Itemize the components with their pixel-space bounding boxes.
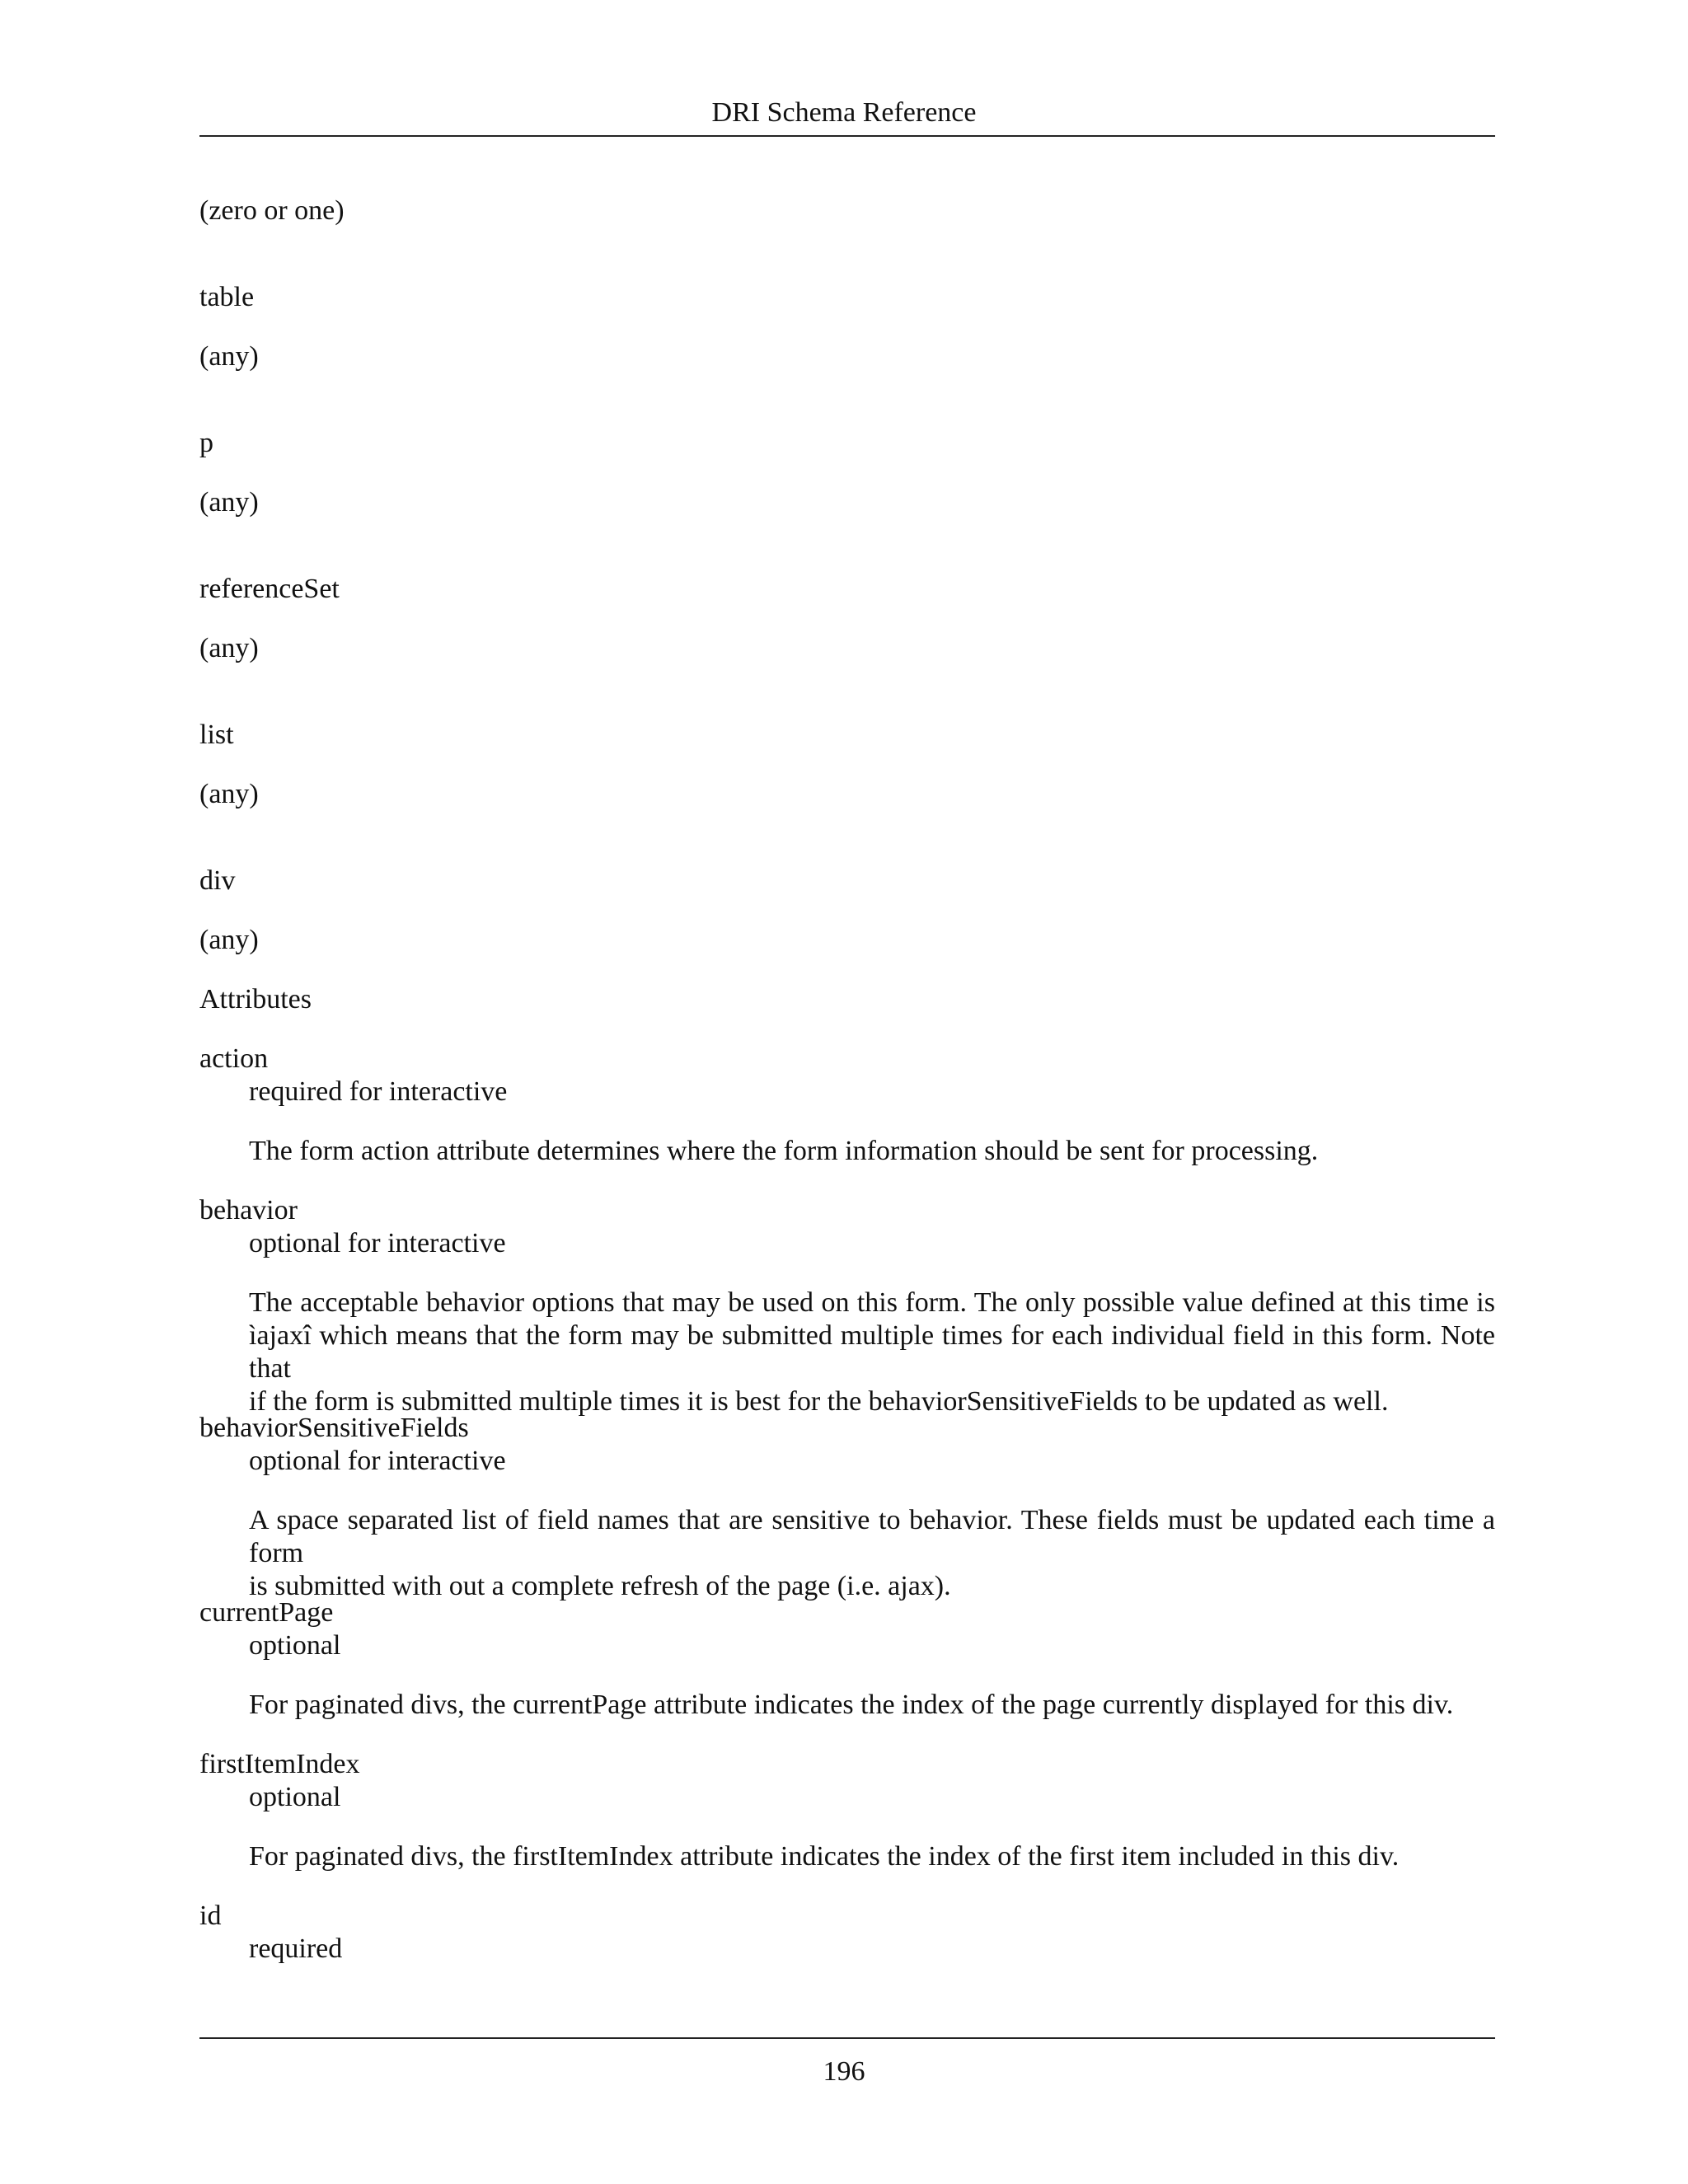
element-list: list	[199, 719, 234, 750]
element-p: p	[199, 428, 213, 458]
attr-currentpage-requirement: optional	[249, 1630, 341, 1661]
attr-behaviorsensitivefields-name: behaviorSensitiveFields	[199, 1413, 469, 1443]
element-div: div	[199, 865, 236, 896]
element-referenceset: referenceSet	[199, 574, 340, 604]
attr-behavior-desc-line1: The acceptable behavior options that may be used on this form. The only possible value defined at this time is	[249, 1287, 1495, 1318]
attr-currentpage-name: currentPage	[199, 1597, 334, 1628]
attr-behaviorsensitivefields-requirement: optional for interactive	[249, 1446, 506, 1476]
occurrence-div: (any)	[199, 925, 259, 955]
header-rule	[199, 135, 1495, 137]
attr-behavior-description	[249, 1286, 1495, 1418]
attr-behavior-desc-line3: if the form is submitted multiple times it is best for the behaviorSensitiveFields to be updated as well.	[249, 1386, 1389, 1417]
footer-rule	[199, 2037, 1495, 2039]
attr-bsf-desc-line2: is submitted with out a complete refresh of the page (i.e. ajax).	[249, 1571, 951, 1601]
occurrence-p: (any)	[199, 487, 259, 518]
occurrence-referenceset: (any)	[199, 633, 259, 663]
attr-id-name: id	[199, 1900, 222, 1931]
attr-action-requirement: required for interactive	[249, 1076, 508, 1107]
attr-behavior-requirement: optional for interactive	[249, 1228, 506, 1258]
attr-bsf-desc-line1: A space separated list of field names that are sensitive to behavior. These fields must be updated each time a form	[249, 1505, 1495, 1568]
attr-id-requirement: required	[249, 1933, 343, 1964]
page-number: 196	[823, 2056, 865, 2087]
attr-action-description: The form action attribute determines where the form information should be sent for processing.	[249, 1136, 1319, 1166]
attr-action-name: action	[199, 1043, 269, 1074]
attr-firstitemindex-requirement: optional	[249, 1782, 341, 1812]
occurrence-list: (any)	[199, 779, 259, 809]
attributes-heading: Attributes	[199, 984, 312, 1015]
attr-currentpage-description: For paginated divs, the currentPage attribute indicates the index of the page currently displayed for this div.	[249, 1690, 1454, 1720]
occurrence-table: (any)	[199, 341, 259, 372]
attr-behaviorsensitivefields-description	[249, 1504, 1495, 1603]
attr-firstitemindex-description: For paginated divs, the firstItemIndex attribute indicates the index of the first item included in this div.	[249, 1841, 1400, 1872]
attr-behavior-desc-line2: ìajaxî which means that the form may be submitted multiple times for each individual field in this form. Note that	[249, 1320, 1495, 1384]
occurrence-zero-or-one: (zero or one)	[199, 195, 345, 226]
page-header-title: DRI Schema Reference	[711, 97, 977, 128]
attr-firstitemindex-name: firstItemIndex	[199, 1749, 360, 1779]
attr-behavior-name: behavior	[199, 1195, 298, 1226]
element-table: table	[199, 282, 255, 312]
